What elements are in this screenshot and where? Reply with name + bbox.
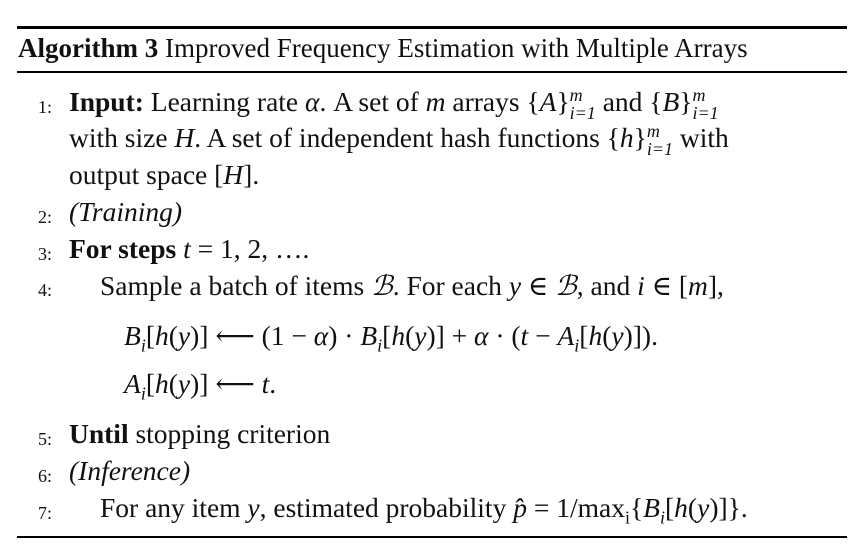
sample-line: Sample a batch of items ℬ. For each y ∈ ℬ, and i ∈ [m],	[100, 270, 724, 301]
line-number: 2:	[38, 207, 53, 227]
input-line-3: output space [H].	[69, 159, 260, 190]
input-keyword: Input:	[69, 86, 144, 117]
update-a-equation: $A_i[h(y)]$ ⟵ t.	[124, 368, 277, 404]
algorithm-title: Improved Frequency Estimation with Multiple Arrays	[164, 33, 748, 63]
estimate-line: For any item y, estimated probability p̂ = $1/\max_i\{B_i[h(y)]\}$.	[100, 492, 748, 528]
line-number: 7:	[38, 503, 53, 523]
line-number: 1:	[38, 97, 53, 117]
line-number: 6:	[38, 466, 53, 486]
until-line: Until stopping criterion	[69, 418, 331, 449]
line-number: 3:	[38, 244, 53, 264]
algorithm-label: Algorithm 3	[18, 33, 159, 63]
line-number: 4:	[38, 280, 53, 300]
bottom-rule	[17, 536, 847, 538]
inference-label: (Inference)	[69, 455, 191, 486]
line-number: 5:	[38, 429, 53, 449]
top-rule	[17, 26, 847, 29]
for-steps-line: For steps t = 1, 2, ….	[69, 233, 310, 264]
caption-rule	[17, 71, 847, 73]
input-line-2: with size H. A set of independent hash functions {h} m i=1 with	[69, 121, 729, 159]
update-b-equation: $B_i[h(y)]$ ⟵ $(1 - \alpha) \cdot B_i[h(y)] + \alpha \cdot (t - A_i[h(y)])$.	[124, 320, 658, 356]
input-line: Input: Learning rate α. A set of m arrays {A} m i=1 and {B} m i=1	[69, 85, 719, 123]
algorithm-caption	[18, 30, 748, 66]
training-label: (Training)	[69, 196, 183, 227]
